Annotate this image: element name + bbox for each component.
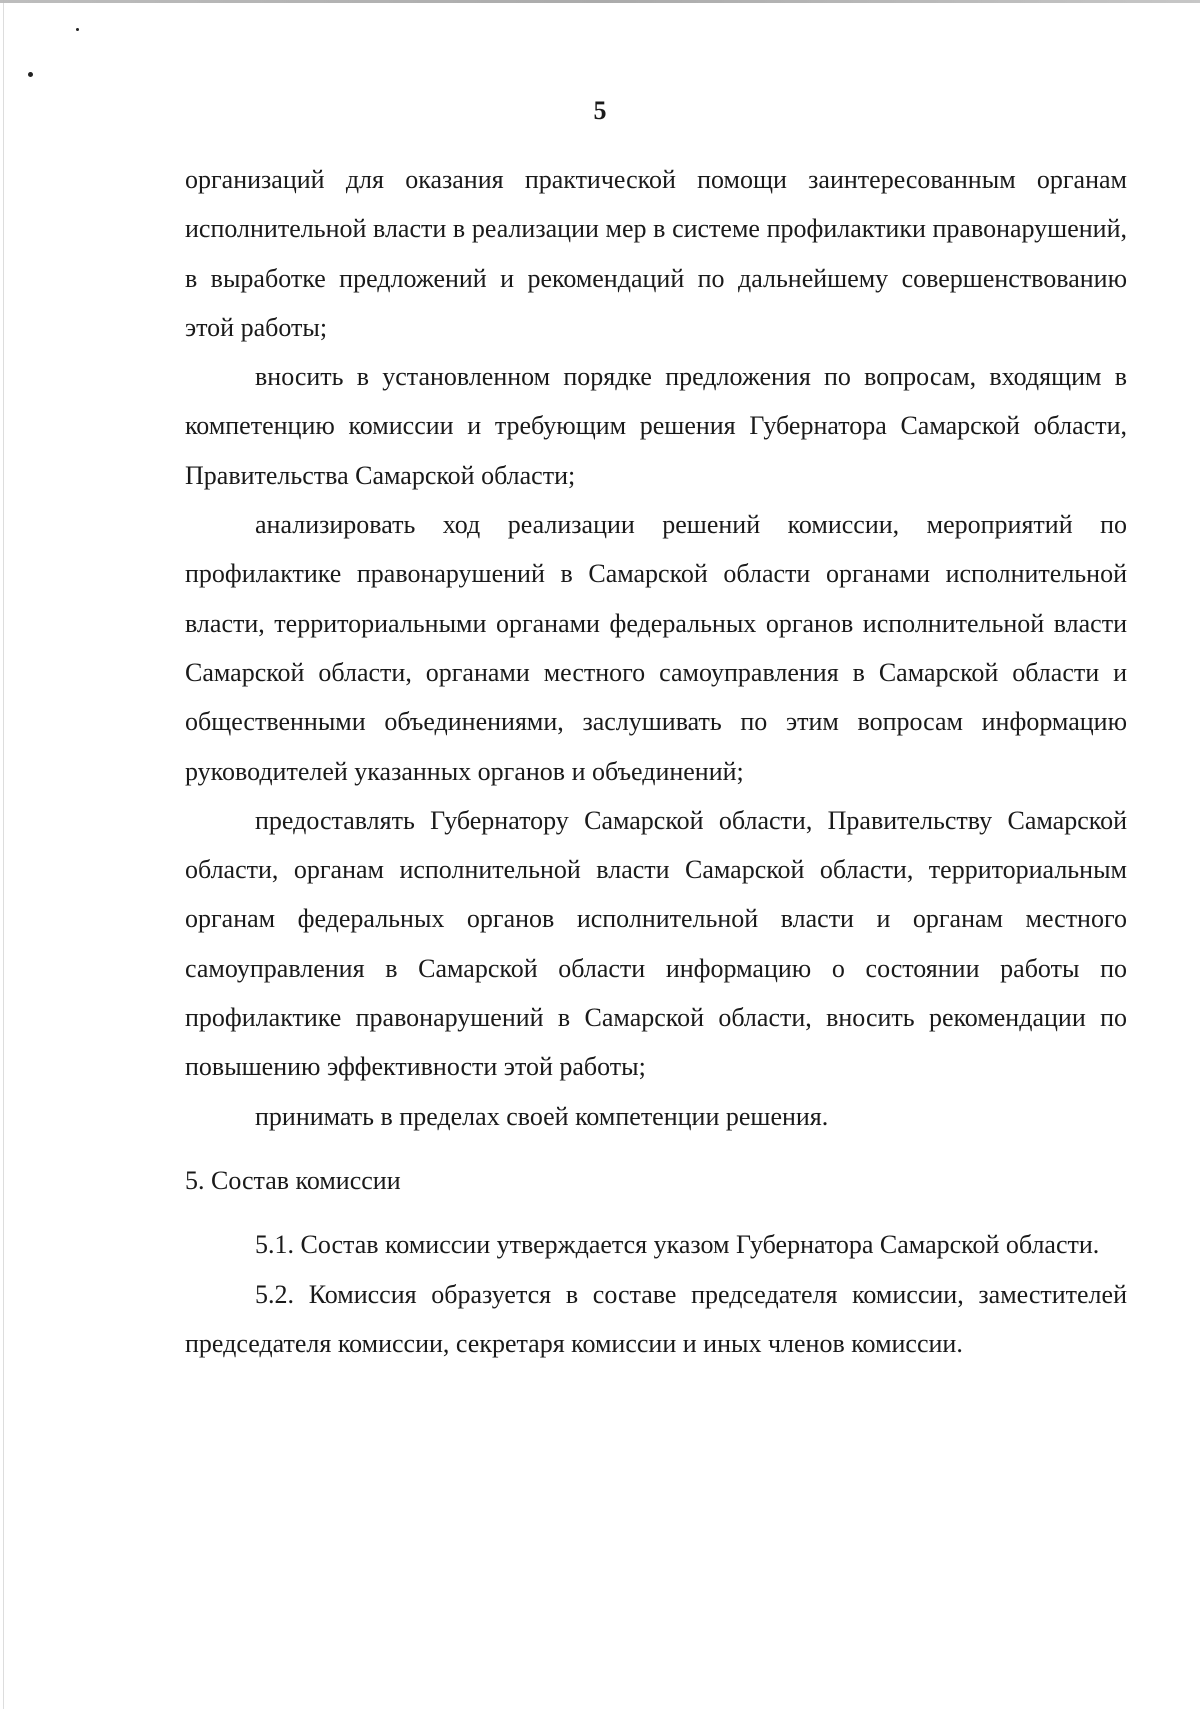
scan-left-edge — [3, 0, 4, 1709]
paragraph-continuation: организаций для оказания практической помощи заинтересованным органам исполнительной власти в реализации мер в системе профилактики правонарушений, в выработке предложений и рекомендаций по дальнейшему совершенствованию этой работы; — [185, 165, 1127, 342]
paragraph-analyze: анализировать ход реализации решений комиссии, мероприятий по профилактике правонарушений в Самарской области органами исполнительной власти, территориальными органами федеральных органов исполнительной власти Самарской области, органами местного самоуправления в Самарской области и общественными объединениями, заслушивать по этим вопросам информацию руководителей указанных органов и объединений; — [185, 510, 1127, 786]
scan-top-edge — [0, 0, 1200, 3]
paragraph-decisions: принимать в пределах своей компетенции решения. — [255, 1101, 829, 1131]
clause-5-2: 5.2. Комиссия образуется в составе председателя комиссии, заместителей председателя комиссии, секретаря комиссии и иных членов комиссии. — [185, 1279, 1127, 1358]
scan-speck — [28, 72, 33, 77]
paragraph-submit-proposals: вносить в установленном порядке предложения по вопросам, входящим в компетенцию комиссии и требующим решения Губернатора Самарской области, Правительства Самарской области; — [185, 362, 1127, 490]
clause-5-1: 5.1. Состав комиссии утверждается указом Губернатора Самарской области. — [255, 1230, 1100, 1260]
page-number: 5 — [593, 96, 607, 125]
paragraph-provide-information: предоставлять Губернатору Самарской области, Правительству Самарской области, органам исполнительной власти Самарской области, территориальным органам федеральных органов исполнительной власти и органам местного самоуправления в Самарской области информацию о состоянии работы по профилактике правонарушений в Самарской области, вносить рекомендации по повышению эффективности этой работы; — [185, 805, 1127, 1082]
document-body — [185, 155, 1127, 1368]
scan-speck — [76, 28, 79, 31]
section-heading: 5. Состав комиссии — [185, 1165, 401, 1195]
